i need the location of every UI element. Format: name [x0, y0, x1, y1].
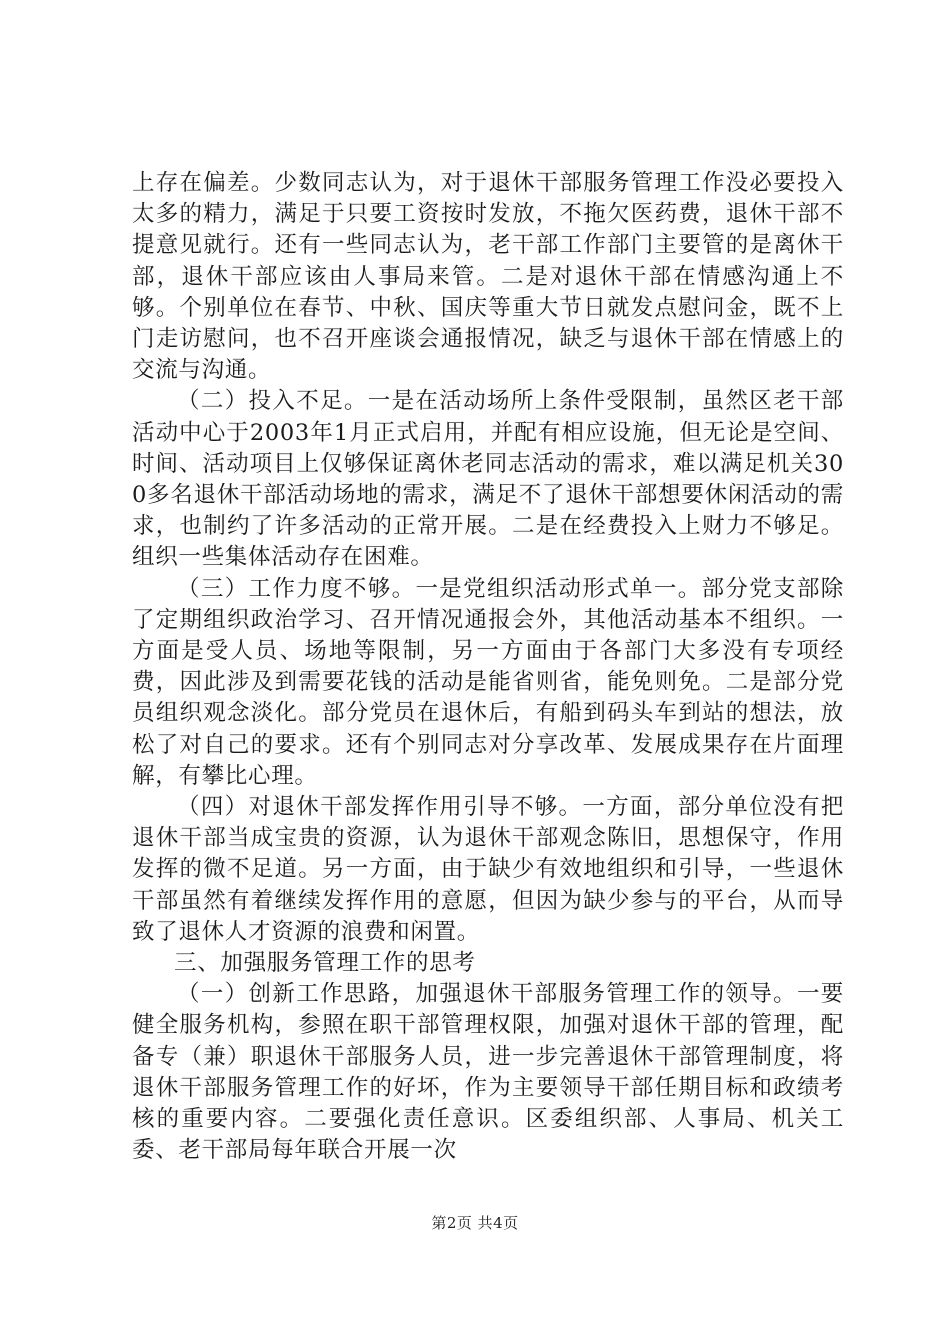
page-number-footer: 第2页 共4页 — [431, 1214, 519, 1232]
document-body — [132, 168, 844, 1167]
paragraph-subsection-1: （一）创新工作思路，加强退休干部服务管理工作的领导。一要健全服务机构，参照在职干部管理权限，加强对退休干部的管理，配备专（兼）职退休干部服务人员，进一步完善退休干部管理制度，将退休干部服务管理工作的好坏，作为主要领导干部任期目标和政绩考核的重要内容。二要强化责任意识。区委组织部、人事局、机关工委、老干部局每年联合开展一次 — [132, 981, 844, 1164]
paragraph-continuation: 上存在偏差。少数同志认为，对于退休干部服务管理工作没必要投入太多的精力，满足于只要工资按时发放，不拖欠医药费，退休干部不提意见就行。还有一些同志认为，老干部工作部门主要管的是离休干部，退休干部应该由人事局来管。二是对退休干部在情感沟通上不够。个别单位在春节、中秋、国庆等重大节日就发点慰问金，既不上门走访慰问，也不召开座谈会通报情况，缺乏与退休干部在情感上的交流与沟通。 — [132, 170, 844, 384]
section-heading: 三、加强服务管理工作的思考 — [174, 950, 476, 977]
paragraph-section-3: （三）工作力度不够。一是党组织活动形式单一。部分党支部除了定期组织政治学习、召开情况通报会外，其他活动基本不组织。一方面是受人员、场地等限制，另一方面由于各部门大多没有专项经费，因此涉及到需要花钱的活动是能省则省，能免则免。二是部分党员组织观念淡化。部分党员在退休后，有船到码头车到站的想法，放松了对自己的要求。还有个别同志对分享改革、发展成果存在片面理解，有攀比心理。 — [132, 575, 844, 789]
paragraph-section-2: （二）投入不足。一是在活动场所上条件受限制，虽然区老干部活动中心于2003年1月正式启用，并配有相应设施，但无论是空间、时间、活动项目上仅够保证离休老同志活动的需求，难以满足机关300多名退休干部活动场地的需求，满足不了退休干部想要休闲活动的需求，也制约了许多活动的正常开展。二是在经费投入上财力不够足。组织一些集体活动存在困难。 — [132, 388, 844, 571]
paragraph-section-4: （四）对退休干部发挥作用引导不够。一方面，部分单位没有把退休干部当成宝贵的资源，认为退休干部观念陈旧，思想保守，作用发挥的微不足道。另一方面，由于缺少有效地组织和引导，一些退休干部虽然有着继续发挥作用的意愿，但因为缺少参与的平台，从而导致了退休人才资源的浪费和闲置。 — [132, 794, 844, 945]
